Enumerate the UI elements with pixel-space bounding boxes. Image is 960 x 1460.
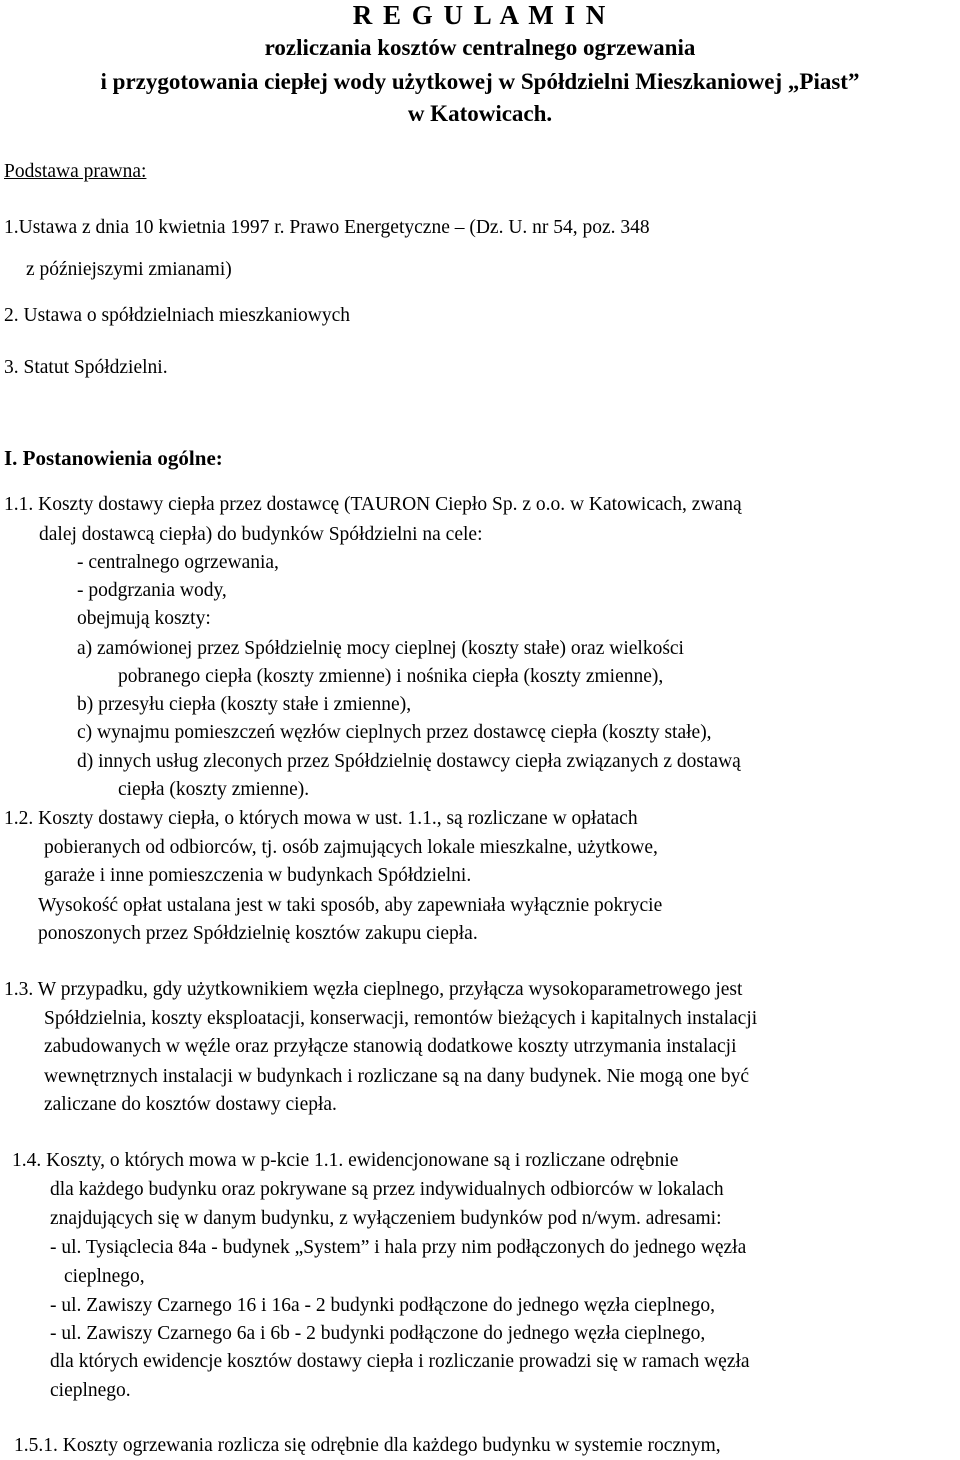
paragraph-line: cieplnego. bbox=[50, 1380, 131, 1401]
paragraph-line: dla których ewidencje kosztów dostawy ciepła i rozliczanie prowadzi się w ramach węzła bbox=[50, 1351, 750, 1372]
list-item: a) zamówionej przez Spółdzielnię mocy cieplnej (koszty stałe) oraz wielkości bbox=[77, 638, 684, 659]
paragraph-line: Spółdzielnia, koszty eksploatacji, konserwacji, remontów bieżących i kapitalnych instalacji bbox=[44, 1008, 758, 1029]
subtitle-line-1: rozliczania kosztów centralnego ogrzewania bbox=[264, 35, 696, 60]
legal-basis-item: 1.Ustawa z dnia 10 kwietnia 1997 r. Prawo Energetyczne – (Dz. U. nr 54, poz. 348 bbox=[4, 217, 650, 238]
document-title: R E G U L A M I N bbox=[352, 0, 608, 30]
legal-basis-item: 2. Ustawa o spółdzielniach mieszkaniowych bbox=[4, 305, 351, 326]
paragraph-line: 1.1. Koszty dostawy ciepła przez dostawcę (TAURON Ciepło Sp. z o.o. w Katowicach, zwaną bbox=[4, 494, 742, 515]
list-item: - ul. Zawiszy Czarnego 16 i 16a - 2 budynki podłączone do jednego węzła cieplnego, bbox=[50, 1295, 715, 1316]
subtitle-line-2: i przygotowania ciepłej wody użytkowej w Spółdzielni Mieszkaniowej „Piast” bbox=[100, 69, 860, 94]
legal-basis-heading: Podstawa prawna: bbox=[4, 161, 147, 182]
paragraph-line: zabudowanych w węźle oraz przyłącze stanowią dodatkowe koszty utrzymania instalacji bbox=[44, 1036, 737, 1057]
paragraph-line: 1.4. Koszty, o których mowa w p-kcie 1.1. ewidencjonowane są i rozliczane odrębnie bbox=[12, 1150, 679, 1171]
paragraph-line: garaże i inne pomieszczenia w budynkach Spółdzielni. bbox=[44, 865, 472, 886]
paragraph-line: pobieranych od odbiorców, tj. osób zajmujących lokale mieszkalne, użytkowe, bbox=[44, 837, 658, 858]
list-item: - ul. Zawiszy Czarnego 6a i 6b - 2 budynki podłączone do jednego węzła cieplnego, bbox=[50, 1323, 706, 1344]
paragraph-line: cieplnego, bbox=[64, 1266, 145, 1287]
paragraph-line: obejmują koszty: bbox=[77, 608, 211, 629]
paragraph-line: zaliczane do kosztów dostawy ciepła. bbox=[44, 1094, 337, 1115]
section-heading: I. Postanowienia ogólne: bbox=[4, 446, 223, 470]
paragraph-line: znajdujących się w danym budynku, z wyłączeniem budynków pod n/wym. adresami: bbox=[50, 1208, 722, 1229]
paragraph-line: ponoszonych przez Spółdzielnię kosztów zakupu ciepła. bbox=[38, 923, 478, 944]
list-item: d) innych usług zleconych przez Spółdzielnię dostawcy ciepła związanych z dostawą bbox=[77, 751, 741, 772]
legal-basis-item: z późniejszymi zmianami) bbox=[26, 259, 232, 280]
legal-basis-item: 3. Statut Spółdzielni. bbox=[4, 357, 168, 378]
paragraph-line: Wysokość opłat ustalana jest w taki sposób, aby zapewniała wyłącznie pokrycie bbox=[38, 895, 663, 916]
paragraph-line: 1.3. W przypadku, gdy użytkownikiem węzła cieplnego, przyłącza wysokoparametrowego jest bbox=[4, 979, 743, 1000]
paragraph-line: dalej dostawcą ciepła) do budynków Spółdzielni na cele: bbox=[39, 524, 483, 545]
paragraph-line: ciepła (koszty zmienne). bbox=[118, 779, 310, 800]
list-item: b) przesyłu ciepła (koszty stałe i zmienne), bbox=[77, 694, 412, 715]
paragraph-line: wewnętrznych instalacji w budynkach i rozliczane są na dany budynek. Nie mogą one być bbox=[44, 1066, 749, 1087]
paragraph-line: pobranego ciepła (koszty zmienne) i nośnika ciepła (koszty zmienne), bbox=[118, 666, 664, 687]
subtitle-line-3: w Katowicach. bbox=[407, 101, 553, 126]
paragraph-line: 1.5.1. Koszty ogrzewania rozlicza się odrębnie dla każdego budynku w systemie rocznym, bbox=[14, 1435, 721, 1456]
list-item: - ul. Tysiąclecia 84a - budynek „System” i hala przy nim podłączonych do jednego węzła bbox=[50, 1237, 747, 1258]
list-item: - podgrzania wody, bbox=[77, 580, 227, 601]
list-item: c) wynajmu pomieszczeń węzłów cieplnych przez dostawcę ciepła (koszty stałe), bbox=[77, 722, 712, 743]
list-item: - centralnego ogrzewania, bbox=[77, 552, 279, 573]
paragraph-line: 1.2. Koszty dostawy ciepła, o których mowa w ust. 1.1., są rozliczane w opłatach bbox=[4, 808, 638, 829]
paragraph-line: dla każdego budynku oraz pokrywane są przez indywidualnych odbiorców w lokalach bbox=[50, 1179, 724, 1200]
